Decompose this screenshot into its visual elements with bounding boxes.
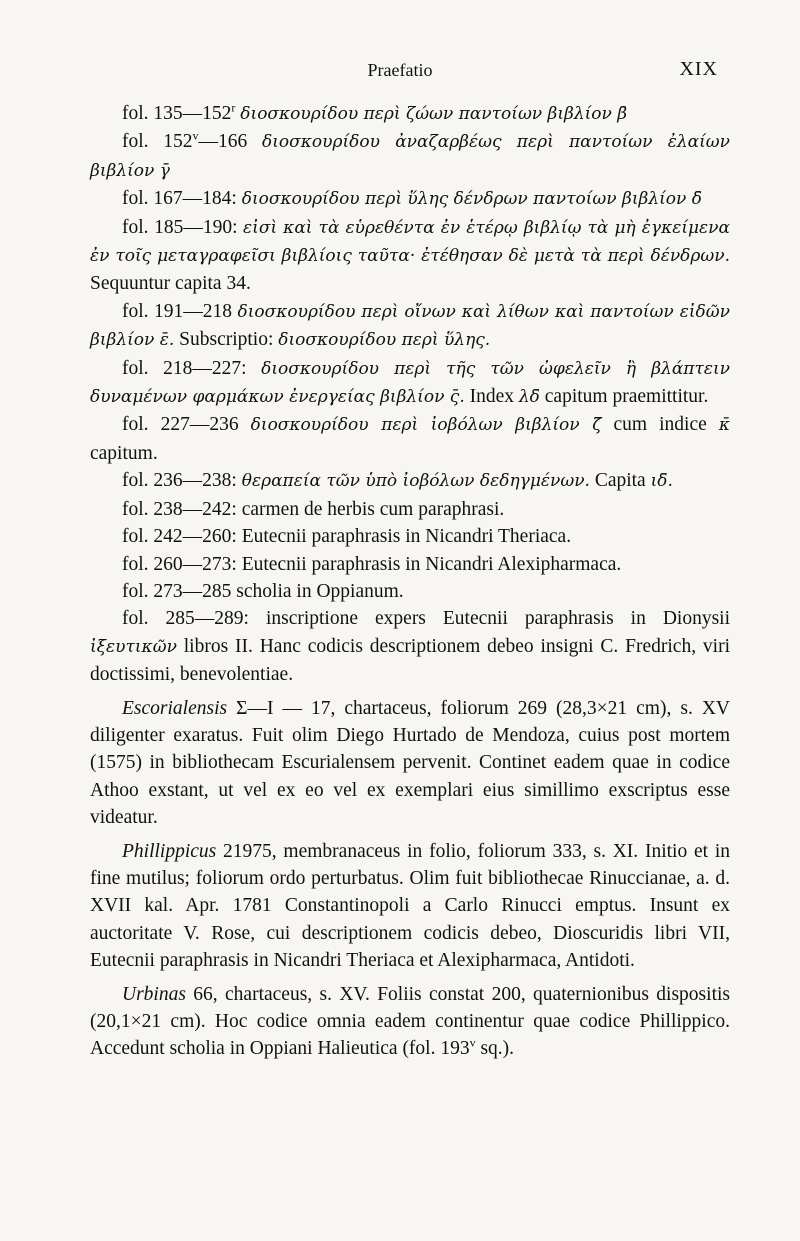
folio-side: v (192, 128, 199, 143)
latin-text: fol. 236—238: (122, 470, 242, 492)
latin-text: Capita (589, 470, 651, 492)
paragraph-p14 (90, 695, 730, 832)
latin-text: 66, chartaceus, s. XV. Foliis constat 200, quaternionibus dispositis (20,1×21 cm). Hoc codice omnia eadem continentur quae codice Phillippico. Accedunt scholia in Oppiani Halieutica (fol. 193 (90, 983, 730, 1060)
paragraph-p9 (90, 496, 730, 523)
latin-text: cum indice (601, 414, 719, 436)
greek-text: διοσκουρίδου περὶ ὕλης δένδρων παντοίων βιβλίον δ̄ (241, 189, 703, 210)
latin-text: fol. 218—227: (122, 357, 262, 379)
latin-text: fol. 185—190: (122, 216, 244, 238)
greek-text: εἰσὶ καὶ τὰ εὑρεθέντα ἐν ἑτέρῳ βιβλίῳ τὰ μὴ ἐγκείμενα ἐν τοῖς μεταγραφεῖσι βιβλίοις ταῦτα· ἐτέθησαν δὲ μετὰ τὰ περὶ δένδρων. (90, 217, 730, 267)
paragraph-p15 (90, 838, 730, 975)
body-text (90, 100, 730, 1063)
latin-text: fol. 227—236 (122, 414, 251, 436)
greek-text: διοσκουρίδου περὶ τῆς τῶν ὠφελεῖν ἢ βλάπτειν δυναμένων φαρμάκων ἐνεργείας βιβλίον ς̄. (90, 358, 730, 408)
manuscript-name: Escorialensis (122, 697, 228, 719)
page-number: XIX (679, 58, 718, 80)
latin-text: fol. 135—152 (122, 103, 232, 124)
latin-text: Index (464, 386, 519, 408)
latin-text: fol. 242—260: Eutecnii paraphrasis in Nicandri Theriaca. (122, 526, 572, 548)
latin-text: 21975, membranaceus in folio, foliorum 333, s. XI. Initio et in fine mutilus; foliorum ordo perturbatus. Olim fuit bibliothecae Rinuccianae, a. d. XVII kal. Apr. 1781 Constantinopoli a Carlo Rinucci emptus. Insunt ex auctoritate V. Rose, cui descriptionem codicis debeo, Dioscuridis libri VII, Eutecnii paraphrasis in Nicandri Theriaca et Alexipharmaca, Antidoti. (90, 840, 730, 972)
greek-text: λδ̄ (518, 387, 540, 408)
greek-text: διοσκουρίδου περὶ οἴνων καὶ λίθων καὶ παντοίων εἰδῶν βιβλίον ε̄. (90, 301, 730, 351)
greek-text: ιδ̄. (650, 471, 673, 492)
greek-text: διοσκουρίδου περὶ ἰοβόλων βιβλίον ζ̄ (250, 415, 602, 436)
latin-text: fol. 285—289: inscriptione expers Eutecnii paraphrasis in Dionysii (122, 608, 730, 630)
greek-text: θεραπεία τῶν ὑπὸ ἰοβόλων δεδηγμένων. (241, 471, 590, 492)
greek-text: κ̄ (718, 415, 730, 436)
latin-text: capitum. (90, 442, 158, 464)
greek-text: ἰξευτικῶν (90, 636, 177, 657)
paragraph-p8 (90, 467, 730, 495)
paragraph-p3 (90, 185, 730, 213)
latin-text: fol. 273—285 scholia in Oppianum. (122, 580, 404, 602)
latin-text: —166 (198, 131, 263, 153)
paragraph-p1 (90, 100, 730, 128)
running-head (0, 56, 800, 88)
latin-text: fol. 238—242: carmen de herbis cum paraphrasi. (122, 498, 505, 520)
latin-text: Sequuntur capita 34. (90, 273, 251, 295)
paragraph-p6 (90, 355, 730, 412)
running-title: Praefatio (367, 60, 433, 80)
latin-text: Σ—I — 17, chartaceus, foliorum 269 (28,3×21 cm), s. XV diligenter exaratus. Fuit olim Diego Hurtado de Mendoza, cuius post mortem (1575) in bibliothecam Escurialensem pervenit. Continet eadem quae in codice Athoo exstant, ut vel ex eo vel ex exemplari eius simillimo exscriptus esse videatur. (90, 697, 730, 829)
paragraph-p2 (90, 128, 730, 185)
paragraph-p13 (90, 605, 730, 688)
paragraph-p11 (90, 551, 730, 578)
greek-text: διοσκουρίδου περὶ ζώων παντοίων βιβλίον β̄ (240, 104, 628, 124)
paragraph-p7 (90, 411, 730, 467)
latin-text: fol. 191—218 (122, 300, 238, 322)
paragraph-p5 (90, 298, 730, 355)
paragraph-p4 (90, 214, 730, 298)
manuscript-name: Phillippicus (122, 840, 217, 862)
latin-text: sq.). (475, 1038, 515, 1060)
latin-text: fol. 167—184: (122, 188, 242, 210)
paragraph-p10 (90, 523, 730, 550)
greek-text: διοσκουρίδου ἀναζαρβέως περὶ παντοίων ἐλαίων βιβλίον γ̄ (90, 132, 730, 181)
greek-text: διοσκουρίδου περὶ ὕλης. (278, 330, 491, 351)
paragraph-p12 (90, 578, 730, 605)
latin-text: Subscriptio: (174, 329, 279, 351)
latin-text: capitum praemittitur. (539, 386, 709, 408)
paragraph-p16 (90, 981, 730, 1063)
latin-text: fol. 152 (122, 131, 193, 153)
latin-text: fol. 260—273: Eutecnii paraphrasis in Nicandri Alexipharmaca. (122, 553, 622, 575)
latin-text: libros II. Hanc codicis descriptionem debeo insigni C. Fredrich, viri doctissimi, benevolentiae. (90, 635, 730, 686)
manuscript-name: Urbinas (122, 983, 186, 1005)
folio-side: r (231, 100, 236, 115)
folio-side: v (469, 1035, 476, 1050)
